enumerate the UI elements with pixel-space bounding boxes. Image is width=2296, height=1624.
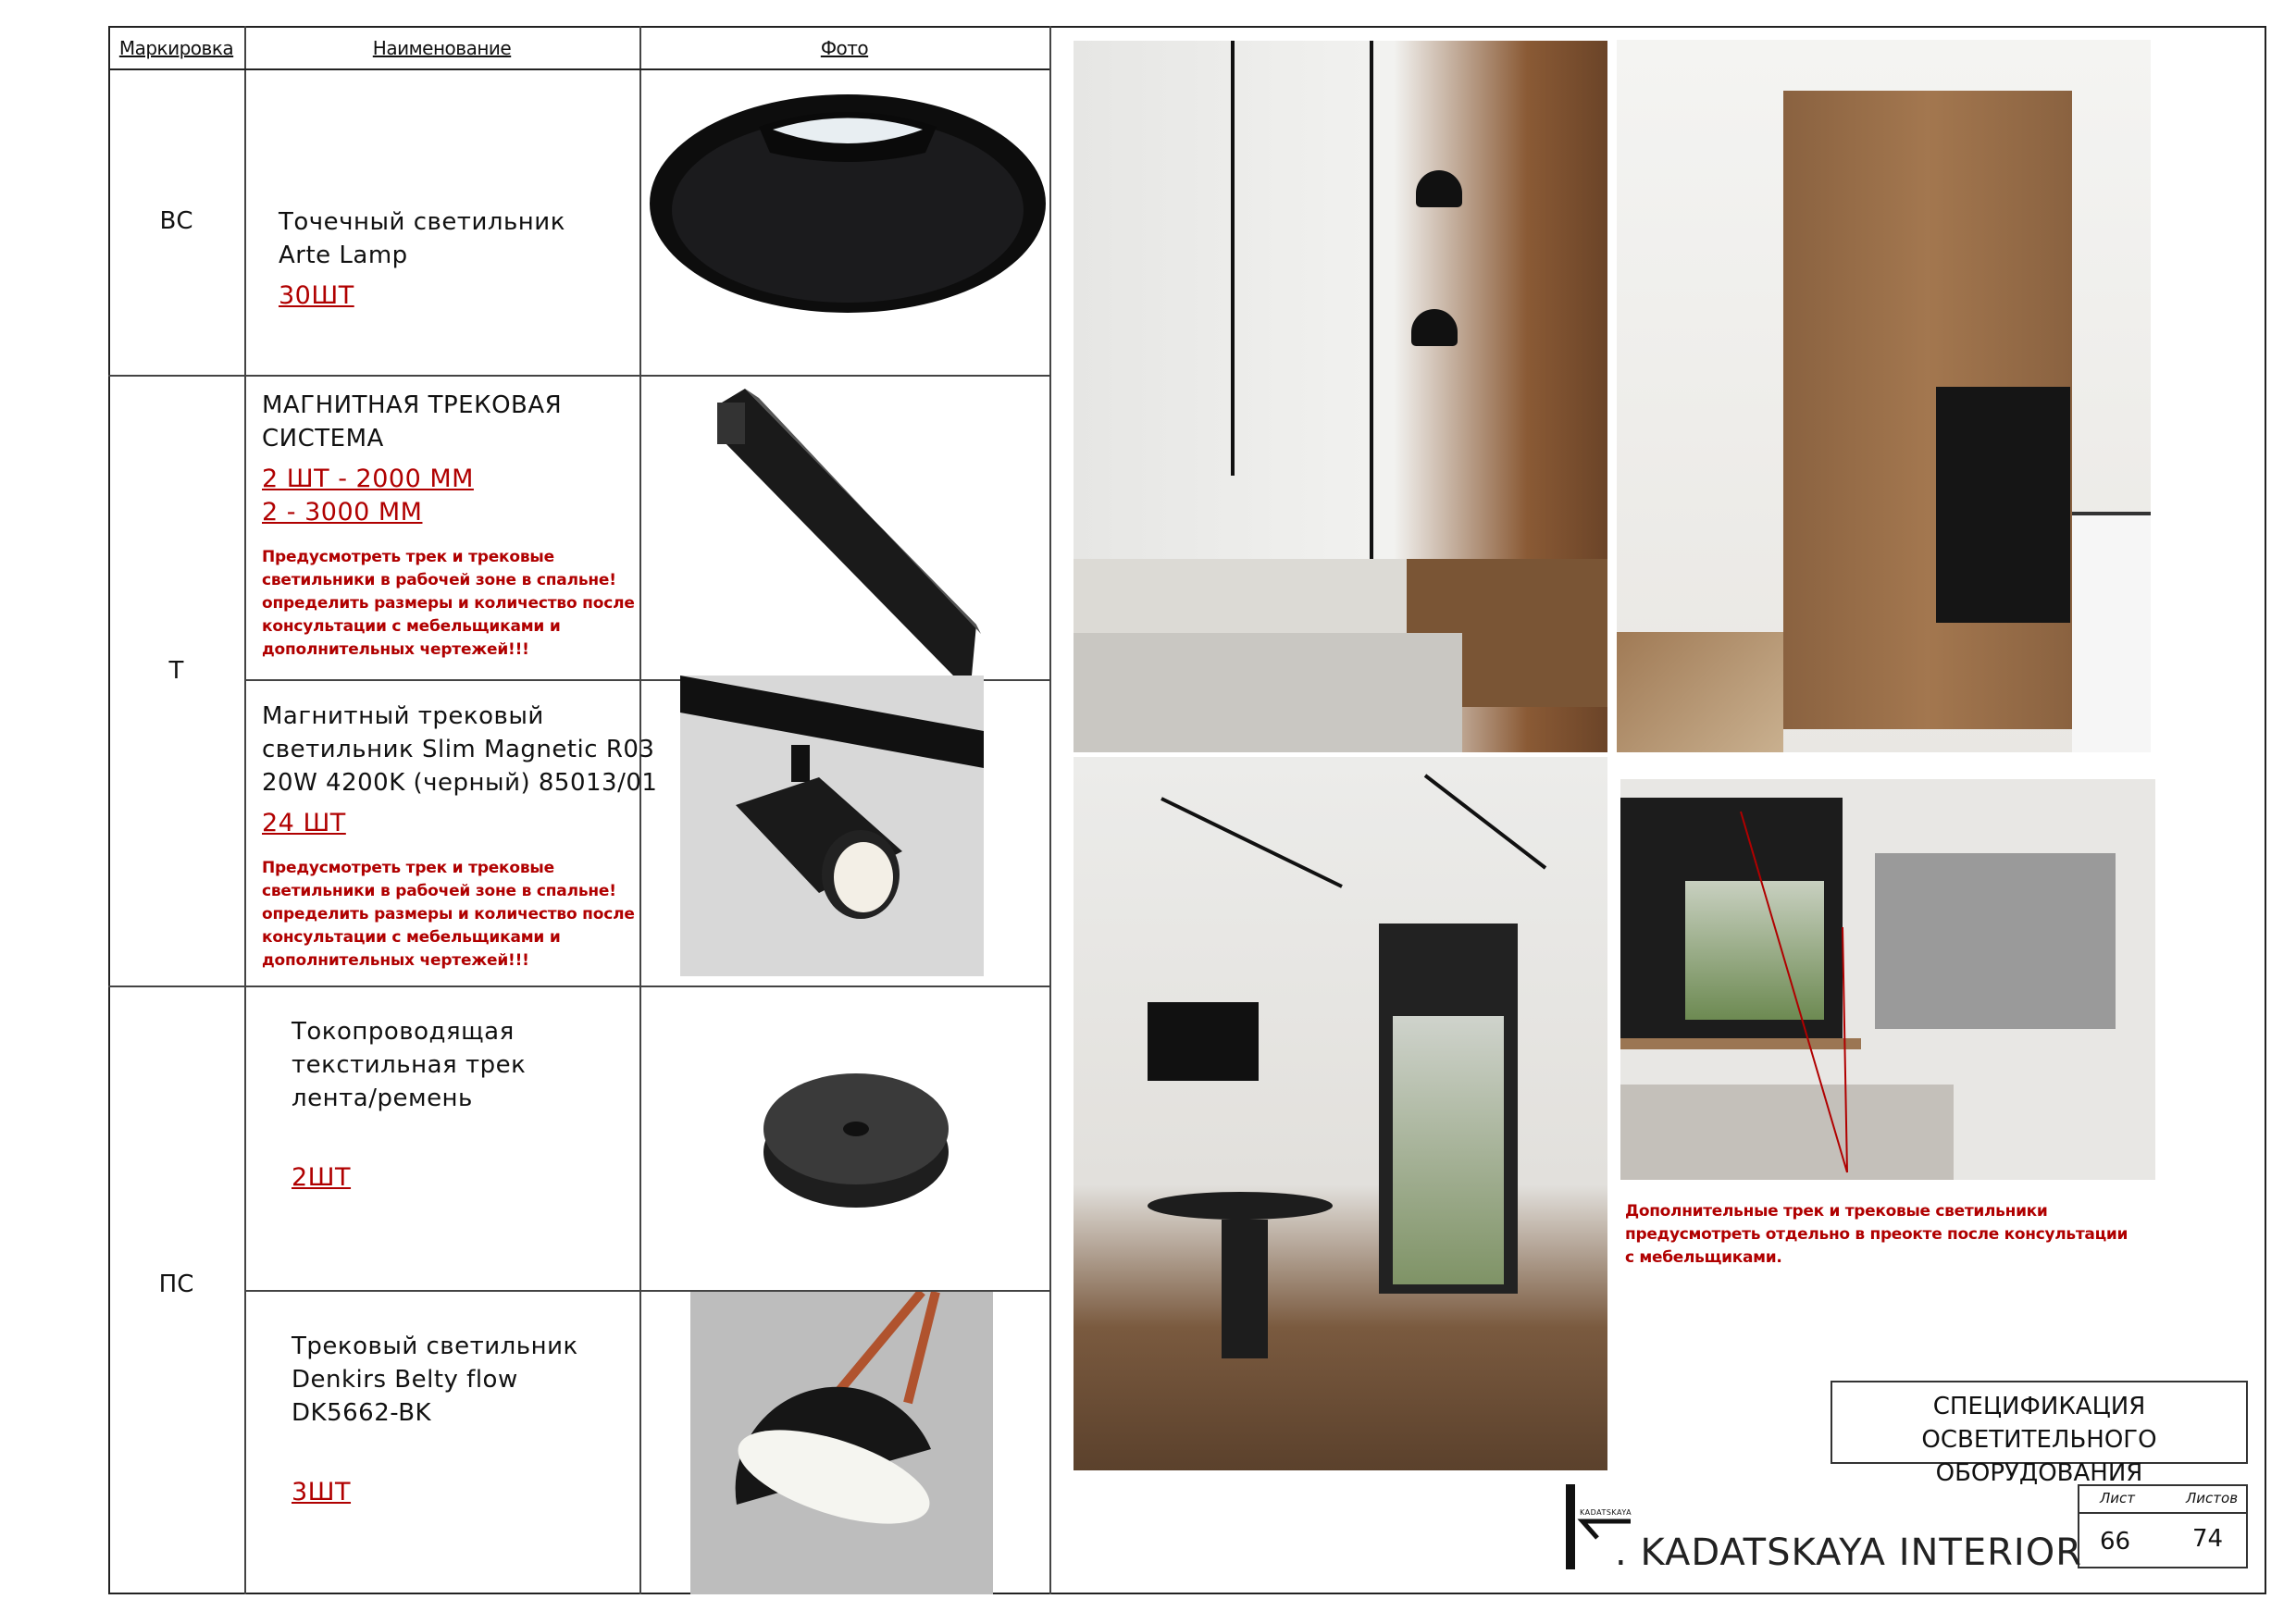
sheet-label: Лист xyxy=(2100,1490,2136,1506)
logo-wordmark: KADATSKAYA INTERIOR xyxy=(1640,1531,2082,1574)
title-line: СПЕЦИФИКАЦИЯ ОСВЕТИТЕЛЬНОГО xyxy=(1921,1393,2157,1454)
table-leg xyxy=(1222,1220,1268,1358)
dining-render xyxy=(1074,757,1607,1470)
item-qty: 3ШТ xyxy=(292,1478,352,1506)
item-qty: 2ШТ xyxy=(292,1163,352,1192)
mark-ps: ПС xyxy=(158,1271,194,1298)
item-name: Denkirs Belty flow xyxy=(292,1366,518,1394)
cord xyxy=(1370,41,1373,624)
logo-small-text: KADATSKAYA xyxy=(1580,1508,1632,1517)
dining-table xyxy=(1148,1192,1333,1220)
note-line: Предусмотреть трек и трековые xyxy=(262,859,554,877)
sheet-number-box xyxy=(2078,1484,2248,1568)
item-note xyxy=(262,857,657,973)
item-name: Магнитный трековый xyxy=(262,702,544,730)
item-qty xyxy=(262,463,635,529)
item-name: светильник Slim Magnetic R03 xyxy=(262,736,655,763)
item-name: Токопроводящая xyxy=(292,1018,515,1046)
item-name: Arte Lamp xyxy=(279,242,408,269)
item-name: текстильная трек xyxy=(292,1051,527,1079)
item-name: лента/ремень xyxy=(292,1085,473,1112)
item-qty: 30ШТ xyxy=(279,281,354,310)
item-note xyxy=(262,546,635,662)
note-line: светильники в рабочей зоне в спальне! xyxy=(262,882,616,900)
logo-text: . KADATSKAYA INTERIOR xyxy=(1615,1531,2082,1574)
item-name: DK5662-BK xyxy=(292,1399,432,1427)
counter xyxy=(2072,512,2151,752)
item-name: Точечный светильник xyxy=(279,208,565,236)
note-line: консультации с мебельщиками и xyxy=(262,617,561,636)
recessed-spotlight-photo xyxy=(648,88,1048,319)
mark-vs: ВС xyxy=(159,207,193,235)
table-divider xyxy=(1049,26,1051,1594)
pendant-lamp-photo xyxy=(690,1292,993,1594)
note-line: Предусмотреть трек и трековые xyxy=(262,548,554,566)
table-divider xyxy=(244,26,246,1594)
track-spotlight-photo xyxy=(680,676,984,976)
kitchen-render xyxy=(1617,40,2151,752)
note-line: дополнительных чертежей!!! xyxy=(262,951,529,970)
note-line: Дополнительные трек и трековые светильники xyxy=(1625,1202,2048,1221)
item-textile-belt xyxy=(292,1015,526,1195)
sheet-labels xyxy=(2079,1486,2246,1514)
cord xyxy=(1231,41,1235,476)
logo-mark-bar xyxy=(1566,1484,1575,1569)
sheet-value: 66 xyxy=(2100,1528,2131,1556)
item-name: 20W 4200K (черный) 85013/01 xyxy=(262,769,658,797)
note-line: светильники в рабочей зоне в спальне! xyxy=(262,571,616,589)
bedroom-pendants-render xyxy=(1074,41,1607,752)
qty-line: 2 - 3000 ММ xyxy=(262,498,423,527)
item-name: Трековый светильник xyxy=(292,1333,578,1360)
row-divider xyxy=(108,986,1049,987)
item-magnetic-track xyxy=(262,389,635,662)
track-lights xyxy=(1074,757,1607,942)
item-name: МАГНИТНАЯ ТРЕКОВАЯ xyxy=(262,391,563,419)
bedroom-workspace-render xyxy=(1620,779,2155,1180)
magnetic-track-photo xyxy=(703,384,981,676)
note-line: определить размеры и количество после xyxy=(262,594,635,613)
sheets-label: Листов xyxy=(2186,1490,2239,1506)
pendant xyxy=(1411,309,1458,346)
oven xyxy=(1936,387,2070,623)
mark-t: Т xyxy=(168,657,184,685)
item-spotlight xyxy=(279,205,565,313)
header-name: Наименование xyxy=(372,37,512,59)
floor xyxy=(1617,632,1783,752)
item-track-spotlight xyxy=(262,700,657,973)
note-line: консультации с мебельщиками и xyxy=(262,928,561,947)
note-line: определить размеры и количество после xyxy=(262,905,635,924)
bedding xyxy=(1074,633,1462,752)
header-mark: Маркировка xyxy=(118,37,234,59)
annotation-note xyxy=(1625,1200,2128,1270)
annotation-leader-lines xyxy=(1620,779,2155,1180)
textile-track-belt-photo xyxy=(759,1064,953,1217)
note-line: с мебельщиками. xyxy=(1625,1248,1782,1267)
title-line: ОБОРУДОВАНИЯ xyxy=(1935,1459,2143,1487)
item-pendant xyxy=(292,1330,578,1509)
window-view xyxy=(1393,1016,1504,1284)
header-divider xyxy=(108,68,1049,70)
item-name: СИСТЕМА xyxy=(262,425,384,452)
qty-line: 2 ШТ - 2000 ММ xyxy=(262,465,474,493)
header-photo: Фото xyxy=(820,37,869,59)
pendant xyxy=(1416,170,1462,207)
note-line: дополнительных чертежей!!! xyxy=(262,640,529,659)
row-divider xyxy=(108,375,1049,377)
sheets-value: 74 xyxy=(2192,1525,2224,1553)
tv xyxy=(1148,1002,1259,1081)
note-line: предусмотреть отдельно в преокте после консультации xyxy=(1625,1225,2128,1244)
item-qty: 24 ШТ xyxy=(262,809,346,837)
drawing-title xyxy=(1831,1381,2248,1487)
